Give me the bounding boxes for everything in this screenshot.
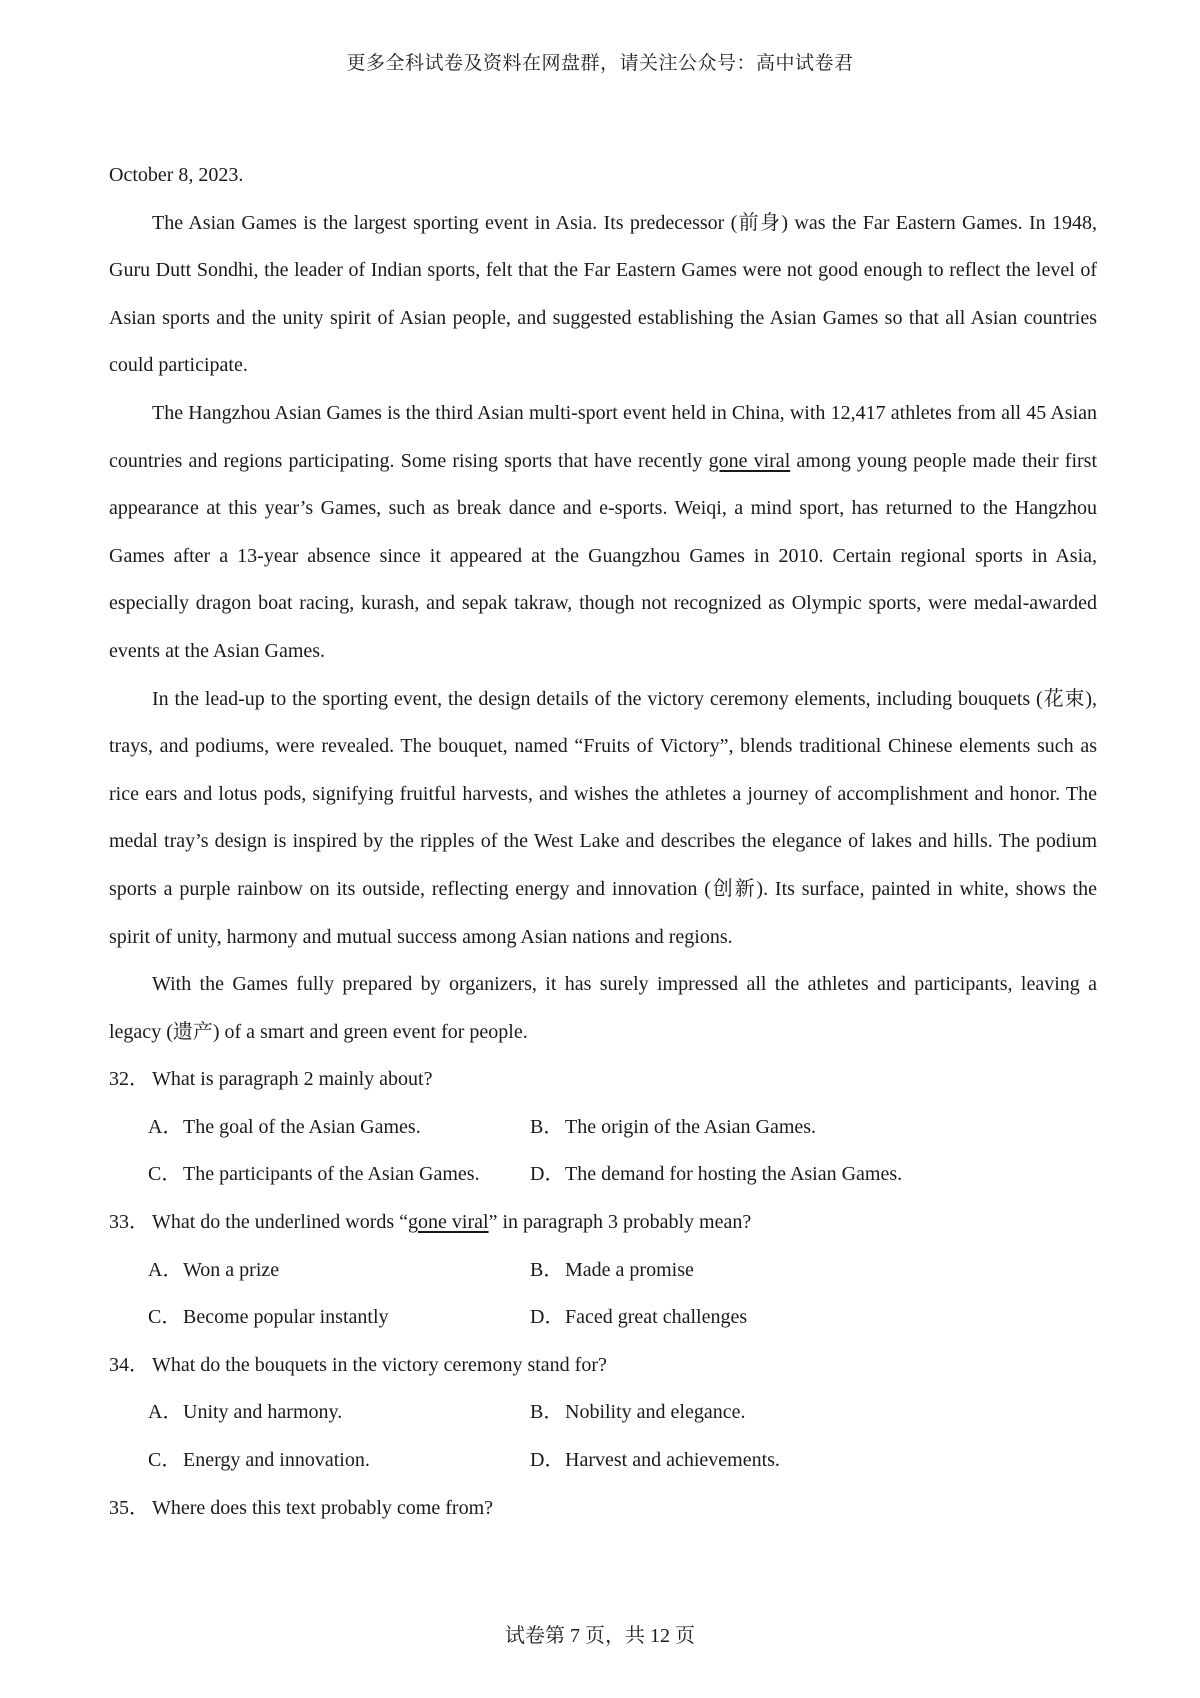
option-letter: D． bbox=[530, 1306, 565, 1329]
paragraph-3 bbox=[109, 390, 1097, 676]
page-header: 更多全科试卷及资料在网盘群，请关注公众号：高中试卷君 bbox=[346, 53, 854, 74]
option-d bbox=[530, 1151, 912, 1199]
question-33 bbox=[109, 1199, 1097, 1247]
question-number: 32． bbox=[109, 1068, 149, 1091]
question-text: What do the bouquets in the victory ceremony stand for? bbox=[152, 1353, 607, 1376]
page-footer: 试卷第 7 页，共 12 页 bbox=[505, 1625, 695, 1647]
option-text: The participants of the Asian Games. bbox=[183, 1163, 480, 1186]
option-a bbox=[148, 1389, 530, 1437]
option-b bbox=[530, 1104, 912, 1152]
option-letter: A． bbox=[148, 1258, 183, 1281]
paragraph-4: In the lead-up to the sporting event, the design details of the victory ceremony elements, including bouquets (花束), trays, and podiums, were revealed. The bouquet, named “Fruits of Victory”, blends traditional Chinese elements such as rice ears and lotus pods, signifying fruitful harvests, and wishes the athletes a journey of accomplishment and honor. The medal tray’s design is inspired by the ripples of the West Lake and describes the elegance of lakes and hills. The podium sports a purple rainbow on its outside, reflecting energy and innovation (创新). Its surface, painted in white, shows the spirit of unity, harmony and mutual success among Asian nations and regions. bbox=[109, 687, 1097, 948]
option-text: Unity and harmony. bbox=[183, 1401, 343, 1424]
paragraph-5: With the Games fully prepared by organizers, it has surely impressed all the athletes and participants, leaving a legacy (遗产) of a smart and green event for people. bbox=[109, 973, 1097, 1043]
date-line: October 8, 2023. bbox=[109, 164, 244, 186]
option-letter: A． bbox=[148, 1115, 183, 1138]
question-text-a: What do the underlined words “ bbox=[152, 1211, 409, 1234]
option-letter: B． bbox=[530, 1401, 564, 1424]
option-c bbox=[148, 1437, 530, 1485]
option-text: Energy and innovation. bbox=[183, 1449, 370, 1472]
question-32 bbox=[109, 1056, 1097, 1104]
option-letter: A． bbox=[148, 1401, 183, 1424]
option-c bbox=[148, 1294, 530, 1342]
question-34 bbox=[109, 1342, 1097, 1390]
question-number: 35． bbox=[109, 1496, 149, 1519]
option-c bbox=[148, 1151, 530, 1199]
question-number: 33． bbox=[109, 1211, 149, 1234]
option-text: The origin of the Asian Games. bbox=[565, 1115, 817, 1138]
option-letter: B． bbox=[530, 1258, 564, 1281]
option-text: Nobility and elegance. bbox=[565, 1401, 746, 1424]
paragraph-3-text-b: among young people made their first appearance at this year’s Games, such as break dance and e-sports. Weiqi, a mind sport, has returned to the Hangzhou Games after a 13-year absence since it appeared at the Guangzhou Games in 2010. Certain regional sports in Asia, especially dragon boat racing, kurash, and sepak takraw, though not recognized as Olympic sports, were medal-awarded events at the Asian Games. bbox=[109, 449, 1098, 662]
question-35 bbox=[109, 1485, 1097, 1533]
underlined-phrase: gone viral bbox=[708, 449, 791, 472]
option-b bbox=[530, 1389, 912, 1437]
document-body bbox=[109, 152, 1097, 1532]
option-d bbox=[530, 1437, 912, 1485]
option-text: Harvest and achievements. bbox=[565, 1449, 780, 1472]
option-text: Made a promise bbox=[565, 1258, 694, 1281]
option-letter: C． bbox=[148, 1306, 182, 1329]
option-text: The demand for hosting the Asian Games. bbox=[565, 1163, 903, 1186]
option-letter: B． bbox=[530, 1115, 564, 1138]
options-row bbox=[109, 1437, 1097, 1485]
option-a bbox=[148, 1104, 530, 1152]
option-text: The goal of the Asian Games. bbox=[183, 1115, 421, 1138]
options-row bbox=[109, 1104, 1097, 1152]
options-row bbox=[109, 1294, 1097, 1342]
option-text: Faced great challenges bbox=[565, 1306, 748, 1329]
option-letter: D． bbox=[530, 1163, 565, 1186]
option-b bbox=[530, 1247, 912, 1295]
option-text: Won a prize bbox=[183, 1258, 280, 1281]
options-row bbox=[109, 1151, 1097, 1199]
option-a bbox=[148, 1247, 530, 1295]
option-letter: D． bbox=[530, 1449, 565, 1472]
paragraph-2: The Asian Games is the largest sporting event in Asia. Its predecessor (前身) was the Far Eastern Games. In 1948, Guru Dutt Sondhi, the leader of Indian sports, felt that the Far Eastern Games were not good enough to reflect the level of Asian sports and the unity spirit of Asian people, and suggested establishing the Asian Games so that all Asian countries could participate. bbox=[109, 211, 1097, 377]
paragraph-3-text-a: The Hangzhou Asian Games is the third Asian multi-sport event held in China, with 12,417 athletes from all 45 Asian countries and regions participating. Some rising sports that have recently bbox=[109, 401, 1097, 472]
options-row bbox=[109, 1247, 1097, 1295]
option-letter: C． bbox=[148, 1163, 182, 1186]
option-d bbox=[530, 1294, 912, 1342]
question-number: 34． bbox=[109, 1353, 149, 1376]
question-underlined-phrase: gone viral bbox=[408, 1211, 489, 1234]
question-text-b: ” in paragraph 3 probably mean? bbox=[488, 1211, 752, 1234]
question-text: What is paragraph 2 mainly about? bbox=[152, 1068, 433, 1091]
option-text: Become popular instantly bbox=[183, 1306, 389, 1329]
question-text: Where does this text probably come from? bbox=[152, 1496, 493, 1519]
option-letter: C． bbox=[148, 1449, 182, 1472]
options-row bbox=[109, 1389, 1097, 1437]
